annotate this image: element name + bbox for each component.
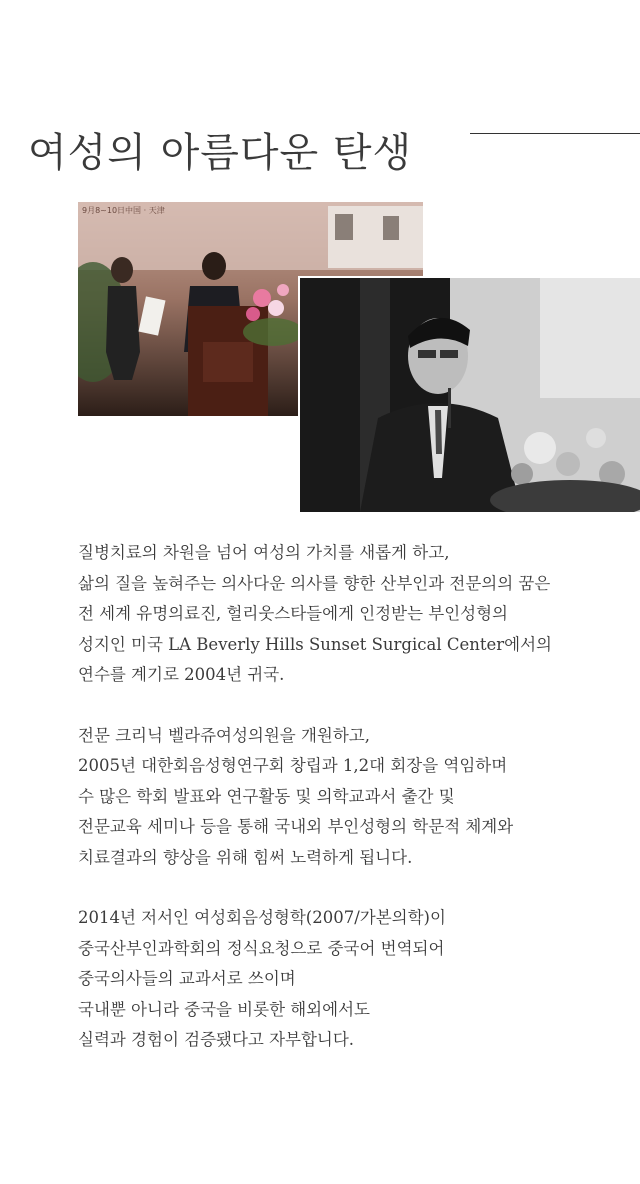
text-line: 2014년 저서인 여성회음성형학(2007/가본의학)이 [78, 908, 446, 927]
text-line: 전 세계 유명의료진, 헐리웃스타들에게 인정받는 부인성형의 [78, 604, 508, 623]
text-line: 연수를 계기로 2004년 귀국. [78, 665, 285, 684]
text-line: 삶의 질을 높혀주는 의사다운 의사를 향한 산부인과 전문의의 꿈은 [78, 573, 551, 593]
text-line: 전문 크리닉 벨라쥬여성의원을 개원하고, [78, 725, 370, 745]
title-divider [470, 133, 640, 134]
conference-banner-text: 9月8~10日中国 · 天津 [82, 206, 165, 215]
text-line: 실력과 경험이 검증됐다고 자부합니다. [78, 1030, 355, 1049]
text-line: 중국산부인과학회의 정식요청으로 중국어 번역되어 [78, 938, 445, 958]
text-line: 전문교육 세미나 등을 통해 국내외 부인성형의 학문적 체계와 [78, 817, 514, 836]
text-line: 치료결과의 향상을 위해 힘써 노력하게 됩니다. [78, 847, 413, 867]
text-line: 성지인 미국 LA Beverly Hills Sunset Surgical Center에서의 [78, 634, 552, 654]
text-line: 질병치료의 차원을 넘어 여성의 가치를 새롭게 하고, [78, 543, 450, 562]
doctor-portrait-photo [298, 276, 640, 514]
text-line: 수 많은 학회 발표와 연구활동 및 의학교과서 출간 및 [78, 786, 455, 806]
paragraph-1 [78, 538, 618, 691]
biography-text [78, 538, 618, 1056]
paragraph-2 [78, 721, 618, 874]
text-line: 국내뿐 아니라 중국을 비롯한 해외에서도 [78, 999, 370, 1019]
text-line: 2005년 대한회음성형연구회 창립과 1,2대 회장을 역임하며 [78, 756, 508, 775]
page-title: 여성의 아름다운 탄생 [28, 129, 413, 176]
text-line: 중국의사들의 교과서로 쓰이며 [78, 969, 296, 988]
paragraph-3 [78, 903, 618, 1056]
